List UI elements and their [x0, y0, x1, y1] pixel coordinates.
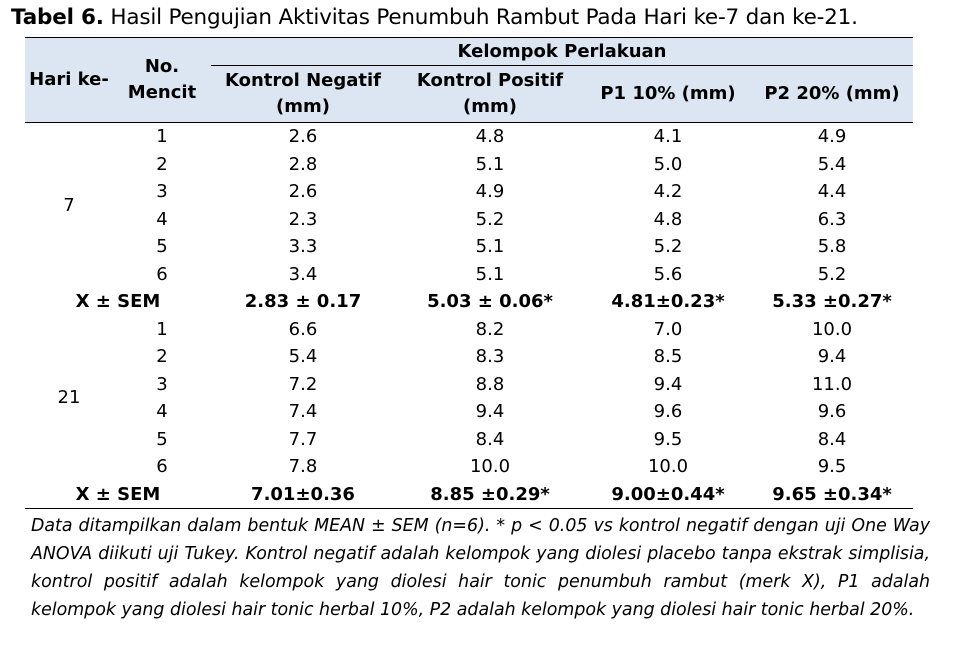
summary-value-cell: 5.03 ± 0.06*	[427, 291, 553, 312]
value-cell: 5.2	[817, 263, 847, 285]
value-cell: 5.1	[475, 153, 505, 175]
table-row	[25, 206, 913, 234]
value-cell: 8.2	[475, 318, 505, 340]
value-cell: 5.0	[653, 153, 683, 175]
mencit-number-cell: 1	[156, 318, 168, 340]
value-cell: 2.6	[288, 126, 318, 147]
value-cell: 8.8	[475, 373, 505, 395]
header-kontrol-negatif: Kontrol Negatif (mm)	[211, 66, 395, 123]
mencit-number-cell: 4	[156, 401, 168, 422]
value-cell: 4.4	[817, 181, 847, 202]
table-row	[25, 371, 913, 399]
header-kelompok-perlakuan: Kelompok Perlakuan	[211, 38, 913, 66]
mencit-number-cell: 6	[156, 456, 168, 477]
table-footnote: Data ditampilkan dalam bentuk MEAN ± SEM (n=6). * p < 0.05 vs kontrol negatif dengan uji One Way ANOVA diikuti uji Tukey. Kontrol negatif adalah kelompok yang diolesi placebo tanpa ekstrak simplisia, kontrol positif adalah kelompok yang diolesi hair tonic penumbuh rambut (merk X), P1 adalah kelompok yang diolesi hair tonic herbal 10%, P2 adalah kelompok yang diolesi hair tonic herbal 20%.	[31, 516, 930, 620]
value-cell: 3.3	[288, 236, 318, 257]
value-cell: 9.4	[475, 401, 505, 422]
value-cell: 4.2	[653, 181, 683, 202]
value-cell: 10.0	[811, 318, 853, 340]
value-cell: 4.1	[653, 126, 683, 147]
table-row	[25, 261, 913, 289]
value-cell: 5.2	[475, 208, 505, 230]
mencit-number-cell: 5	[156, 428, 168, 450]
table-row	[25, 233, 913, 261]
table-row	[25, 316, 913, 344]
table-caption-text: Hasil Pengujian Aktivitas Penumbuh Rambut Pada Hari ke-7 dan ke-21.	[110, 5, 858, 30]
mencit-number-cell: 2	[156, 153, 168, 175]
table-row	[25, 151, 913, 179]
value-cell: 10.0	[469, 456, 511, 477]
value-cell: 5.1	[475, 263, 505, 285]
table-caption	[11, 5, 858, 30]
value-cell: 8.4	[475, 428, 505, 450]
header-kontrol-positif: Kontrol Positif (mm)	[395, 66, 585, 123]
value-cell: 10.0	[647, 456, 689, 477]
mencit-number-cell: 2	[156, 346, 168, 367]
table-body	[25, 123, 913, 509]
value-cell: 4.8	[653, 208, 683, 230]
mencit-number-cell: 4	[156, 208, 168, 230]
table-row	[25, 398, 913, 426]
value-cell: 9.6	[653, 401, 683, 422]
value-cell: 9.6	[817, 401, 847, 422]
value-cell: 8.4	[817, 428, 847, 450]
value-cell: 5.2	[653, 236, 683, 257]
value-cell: 7.0	[653, 318, 683, 340]
value-cell: 9.4	[817, 346, 847, 367]
table-row	[25, 453, 913, 481]
mencit-number-cell: 1	[156, 126, 168, 147]
mencit-number-cell: 5	[156, 236, 168, 257]
summary-row	[25, 481, 913, 509]
value-cell: 9.4	[653, 373, 683, 395]
value-cell: 2.3	[288, 208, 318, 230]
value-cell: 6.3	[817, 208, 847, 230]
summary-value-cell: 7.01±0.36	[211, 481, 395, 509]
value-cell: 5.4	[288, 346, 318, 367]
value-cell: 4.9	[475, 181, 505, 202]
summary-value-cell: 8.85 ±0.29*	[395, 481, 585, 509]
hari-cell: 21	[57, 387, 81, 409]
table-row	[25, 178, 913, 206]
summary-row	[25, 288, 913, 316]
table-row	[25, 343, 913, 371]
value-cell: 5.1	[475, 236, 505, 257]
summary-label-cell: X ± SEM	[25, 481, 211, 509]
summary-value-cell: 2.83 ± 0.17	[244, 291, 362, 312]
table-row	[25, 426, 913, 454]
value-cell: 8.3	[475, 346, 505, 367]
summary-value-cell: 9.00±0.44*	[585, 481, 751, 509]
summary-value-cell: 5.33 ±0.27*	[772, 291, 892, 312]
value-cell: 4.8	[475, 126, 505, 147]
header-p2: P2 20% (mm)	[751, 66, 913, 123]
value-cell: 7.2	[288, 373, 318, 395]
value-cell: 2.6	[288, 181, 318, 202]
mencit-number-cell: 3	[156, 181, 168, 202]
header-hari: Hari ke-	[25, 38, 113, 123]
hari-cell: 7	[63, 194, 75, 216]
table-header	[25, 38, 913, 123]
results-table	[25, 37, 913, 509]
value-cell: 8.5	[653, 346, 683, 367]
value-cell: 3.4	[288, 263, 318, 285]
value-cell: 5.4	[817, 153, 847, 175]
summary-value-cell: 9.65 ±0.34*	[751, 481, 913, 509]
header-mencit: No. Mencit	[113, 38, 211, 123]
value-cell: 9.5	[817, 456, 847, 477]
value-cell: 5.8	[817, 236, 847, 257]
header-p1: P1 10% (mm)	[585, 66, 751, 123]
mencit-number-cell: 3	[156, 373, 168, 395]
summary-label-cell: X ± SEM	[75, 291, 161, 312]
value-cell: 6.6	[288, 318, 318, 340]
value-cell: 5.6	[653, 263, 683, 285]
value-cell: 7.4	[288, 401, 318, 422]
value-cell: 7.8	[288, 456, 318, 477]
value-cell: 4.9	[817, 126, 847, 147]
table-caption-label: Tabel 6.	[11, 5, 104, 30]
value-cell: 9.5	[653, 428, 683, 450]
mencit-number-cell: 6	[156, 263, 168, 285]
summary-value-cell: 4.81±0.23*	[611, 291, 725, 312]
table-row	[25, 123, 913, 151]
value-cell: 11.0	[811, 373, 853, 395]
value-cell: 7.7	[288, 428, 318, 450]
value-cell: 2.8	[288, 153, 318, 175]
